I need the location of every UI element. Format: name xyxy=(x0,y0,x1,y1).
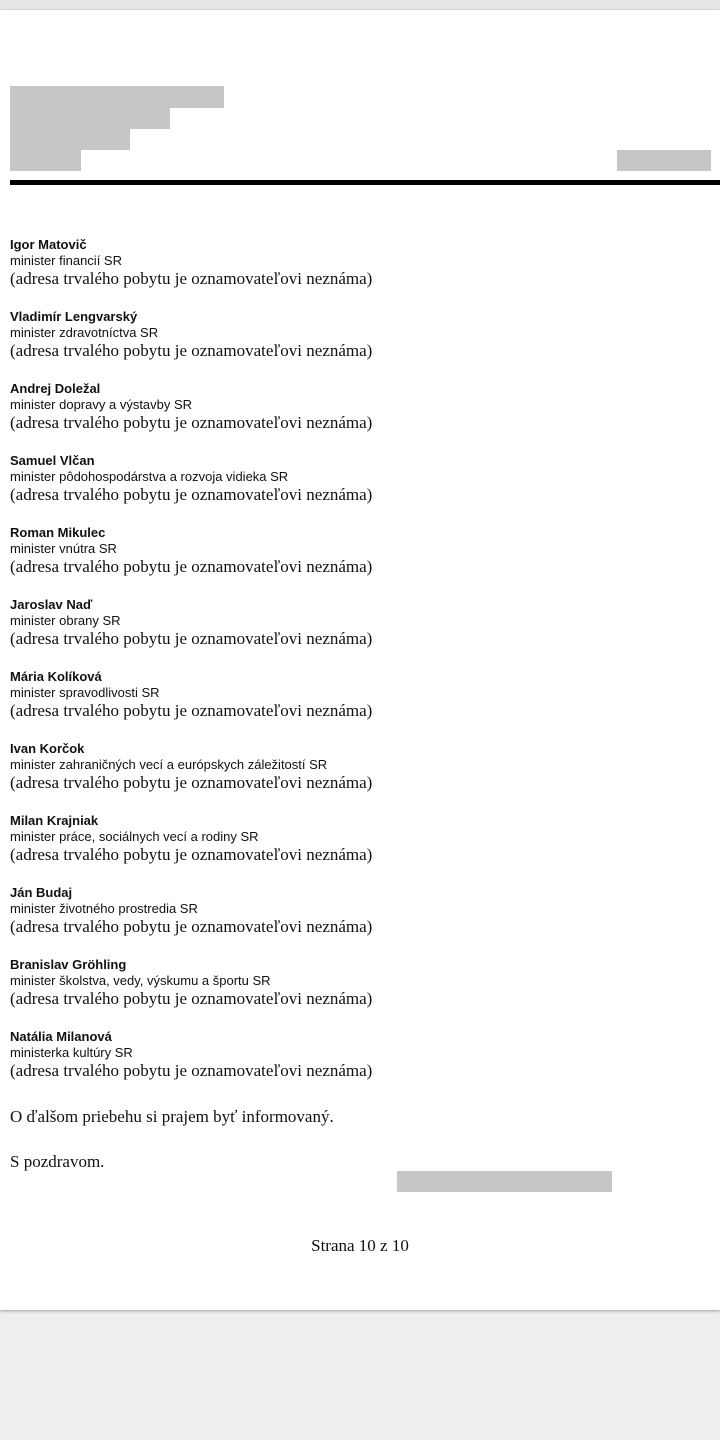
recipient-address: (adresa trvalého pobytu je oznamovateľovi neznáma) xyxy=(10,1061,373,1080)
document-page xyxy=(0,10,720,1310)
recipient-list xyxy=(10,237,710,1101)
recipient-name: Roman Mikulec xyxy=(10,525,106,540)
recipient-role: minister vnútra SR xyxy=(10,541,117,556)
recipient-address: (adresa trvalého pobytu je oznamovateľovi neznáma) xyxy=(10,917,373,936)
header-rule xyxy=(10,180,720,185)
recipient-role: minister životného prostredia SR xyxy=(10,901,198,916)
recipient-entry xyxy=(10,741,710,813)
recipient-address: (adresa trvalého pobytu je oznamovateľovi neznáma) xyxy=(10,773,373,792)
recipient-address: (adresa trvalého pobytu je oznamovateľovi neznáma) xyxy=(10,341,373,360)
recipient-entry xyxy=(10,381,710,453)
recipient-role: minister financií SR xyxy=(10,253,122,268)
redacted-header-line-2 xyxy=(10,107,170,129)
closing-greeting: S pozdravom. xyxy=(10,1152,105,1171)
recipient-name: Ivan Korčok xyxy=(10,741,85,756)
recipient-entry xyxy=(10,1029,710,1101)
recipient-name: Igor Matovič xyxy=(10,237,87,252)
recipient-name: Ján Budaj xyxy=(10,885,73,900)
recipient-role: minister pôdohospodárstva a rozvoja vidieka SR xyxy=(10,469,289,484)
recipient-role: minister práce, sociálnych vecí a rodiny SR xyxy=(10,829,259,844)
recipient-entry xyxy=(10,885,710,957)
recipient-address: (adresa trvalého pobytu je oznamovateľovi neznáma) xyxy=(10,845,373,864)
recipient-entry xyxy=(10,309,710,381)
redacted-signature xyxy=(397,1171,612,1192)
redacted-header-line-1 xyxy=(10,86,224,108)
recipient-name: Milan Krajniak xyxy=(10,813,99,828)
recipient-address: (adresa trvalého pobytu je oznamovateľovi neznáma) xyxy=(10,629,373,648)
recipient-role: minister školstva, vedy, výskumu a športu SR xyxy=(10,973,271,988)
recipient-entry xyxy=(10,597,710,669)
recipient-name: Branislav Gröhling xyxy=(10,957,127,972)
recipient-name: Mária Kolíková xyxy=(10,669,102,684)
recipient-name: Natália Milanová xyxy=(10,1029,112,1044)
recipient-name: Andrej Doležal xyxy=(10,381,101,396)
redacted-header-right xyxy=(617,150,711,171)
recipient-name: Vladimír Lengvarský xyxy=(10,309,138,324)
recipient-address: (adresa trvalého pobytu je oznamovateľovi neznáma) xyxy=(10,269,373,288)
recipient-entry xyxy=(10,669,710,741)
recipient-role: minister obrany SR xyxy=(10,613,121,628)
recipient-role: minister dopravy a výstavby SR xyxy=(10,397,193,412)
recipient-role: minister zahraničných vecí a európskych záležitostí SR xyxy=(10,757,328,772)
recipient-role: ministerka kultúry SR xyxy=(10,1045,133,1060)
recipient-name: Samuel Vlčan xyxy=(10,453,95,468)
recipient-address: (adresa trvalého pobytu je oznamovateľovi neznáma) xyxy=(10,989,373,1008)
recipient-role: minister spravodlivosti SR xyxy=(10,685,160,700)
recipient-entry xyxy=(10,957,710,1029)
recipient-entry xyxy=(10,237,710,309)
redacted-header-line-4 xyxy=(10,149,81,171)
recipient-entry xyxy=(10,453,710,525)
recipient-address: (adresa trvalého pobytu je oznamovateľovi neznáma) xyxy=(10,485,373,504)
recipient-address: (adresa trvalého pobytu je oznamovateľovi neznáma) xyxy=(10,413,373,432)
page-number: Strana 10 z 10 xyxy=(311,1236,409,1255)
recipient-address: (adresa trvalého pobytu je oznamovateľovi neznáma) xyxy=(10,557,373,576)
recipient-entry xyxy=(10,813,710,885)
redacted-header-line-3 xyxy=(10,128,130,150)
recipient-role: minister zdravotníctva SR xyxy=(10,325,159,340)
recipient-name: Jaroslav Naď xyxy=(10,597,93,612)
recipient-entry xyxy=(10,525,710,597)
viewer-top-strip xyxy=(0,0,720,10)
recipient-address: (adresa trvalého pobytu je oznamovateľovi neznáma) xyxy=(10,701,373,720)
closing-request: O ďalšom priebehu si prajem byť informovaný. xyxy=(10,1107,334,1126)
